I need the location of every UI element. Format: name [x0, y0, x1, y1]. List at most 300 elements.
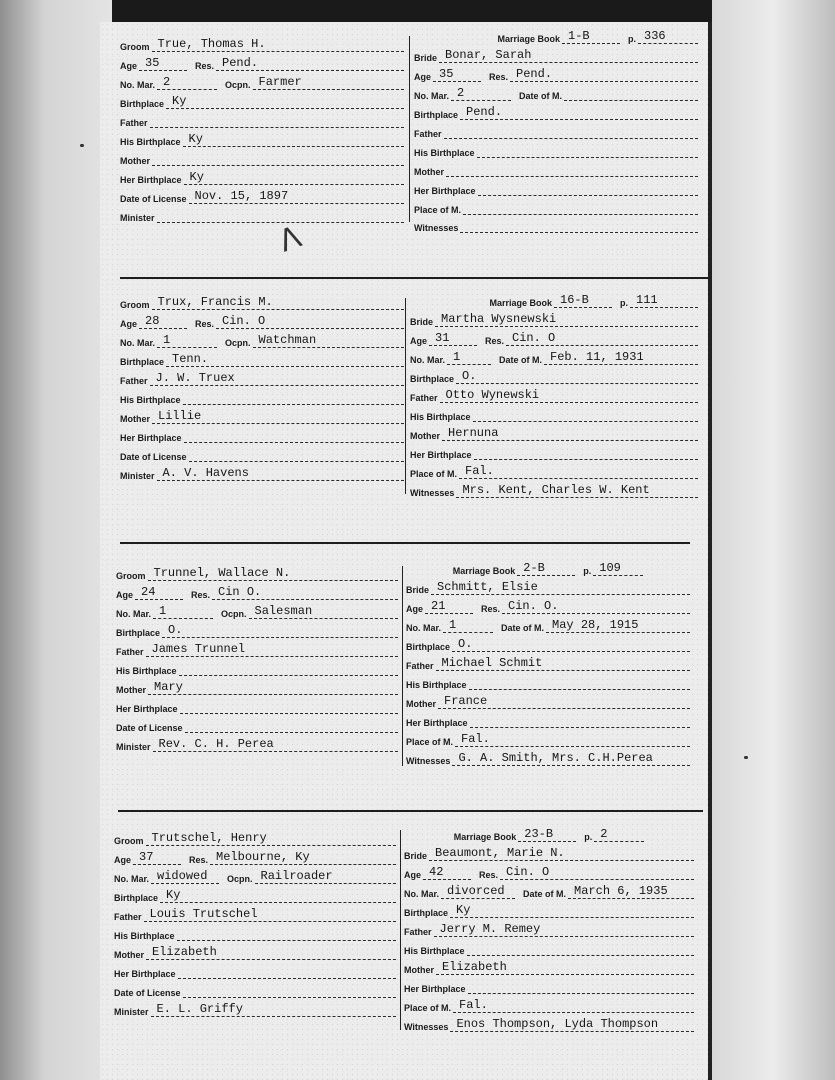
bride-res: Cin. O. [502, 600, 690, 614]
witnesses-label: Witnesses [410, 488, 455, 498]
age-label: Age [406, 604, 424, 614]
his-birthplace-label: His Birthplace [406, 680, 467, 690]
bride-birthplace: Pend. [460, 106, 698, 120]
bride-his-birthplace [477, 144, 698, 158]
age-res-row [120, 315, 404, 329]
res-label: Res. [485, 336, 505, 346]
father-row [120, 372, 404, 386]
age-label: Age [120, 61, 138, 71]
groom-ocpn: Railroader [255, 870, 396, 884]
date-of-license-label: Date of License [120, 452, 187, 462]
license-row [114, 984, 396, 998]
date-of-license-label: Date of License [116, 723, 183, 733]
groom-date-of-license: Nov. 15, 1897 [189, 190, 404, 204]
no-mar-label: No. Mar. [120, 338, 156, 348]
bride-mar-date-row [404, 885, 694, 899]
license-row [120, 448, 404, 462]
groom-his-birthplace [179, 662, 398, 676]
date-of-m-label: Date of M. [499, 355, 543, 365]
mar-ocpn-row [116, 605, 398, 619]
minister-row [114, 1003, 396, 1017]
groom-mother: Elizabeth [146, 946, 396, 960]
page-label: p. [583, 566, 592, 576]
his-birthplace-label: His Birthplace [404, 946, 465, 956]
mother-row [120, 410, 404, 424]
his-birthplace-label: His Birthplace [114, 931, 175, 941]
mother-row [116, 681, 398, 695]
res-label: Res. [195, 61, 215, 71]
father-label: Father [116, 647, 144, 657]
mar-ocpn-row [120, 76, 404, 90]
bride-age: 21 [425, 600, 473, 614]
marriage-book-label: Marriage Book [489, 298, 552, 308]
ocpn-label: Ocpn. [225, 80, 251, 90]
bride-mar-date-row [410, 351, 698, 365]
birthplace-row [116, 624, 398, 638]
groom-label: Groom [116, 571, 146, 581]
bride-birthplace: Ky [450, 904, 694, 918]
groom-res: Melbourne, Ky [210, 851, 396, 865]
minister-label: Minister [116, 742, 151, 752]
bride-place-row [404, 999, 694, 1013]
column-divider [405, 298, 406, 494]
bride-place-row [406, 733, 690, 747]
birthplace-label: Birthplace [120, 357, 165, 367]
father-label: Father [414, 129, 442, 139]
bride-name-row [414, 49, 698, 63]
scan-left-margin [0, 0, 112, 1080]
bride-father-row [404, 923, 694, 937]
place-of-m-label: Place of M. [404, 1003, 452, 1013]
his-birthplace-row [116, 662, 398, 676]
bride-her-birthplace-row [406, 714, 690, 728]
bride-his-birthplace [469, 676, 690, 690]
groom-age: 24 [135, 586, 183, 600]
birthplace-row [114, 889, 396, 903]
groom-age: 28 [139, 315, 187, 329]
minister-label: Minister [120, 213, 155, 223]
license-row [116, 719, 398, 733]
place-of-m-label: Place of M. [406, 737, 454, 747]
bride-birthplace-row [404, 904, 694, 918]
groom-her-birthplace [184, 429, 404, 443]
groom-his-birthplace: Ky [183, 133, 404, 147]
bride-her-birthplace [468, 980, 694, 994]
bride-age-res-row [404, 866, 694, 880]
bride-birthplace-row [406, 638, 690, 652]
father-label: Father [406, 661, 434, 671]
bride-res: Cin. O [506, 332, 698, 346]
bride-date-of-m: Feb. 11, 1931 [544, 351, 698, 365]
groom-birthplace: Ky [166, 95, 404, 109]
groom-res: Cin O. [212, 586, 398, 600]
bride-father: Jerry M. Remey [434, 923, 694, 937]
bride-mother-row [414, 163, 698, 177]
birthplace-label: Birthplace [120, 99, 165, 109]
marriage-book-label: Marriage Book [452, 566, 516, 576]
groom-father: Louis Trutschel [144, 908, 396, 922]
bride-his-birthplace-row [406, 676, 690, 690]
mother-label: Mother [414, 167, 444, 177]
bride-father-row [414, 125, 698, 139]
groom-her-birthplace: Ky [184, 171, 404, 185]
bride-date-of-m: May 28, 1915 [546, 619, 690, 633]
groom-name: Trux, Francis M. [152, 296, 404, 310]
column-divider [409, 36, 410, 222]
groom-ocpn: Farmer [253, 76, 404, 90]
bride-mar-date-row [406, 619, 690, 633]
her-birthplace-row [120, 429, 404, 443]
birthplace-label: Birthplace [404, 908, 449, 918]
her-birthplace-row [116, 700, 398, 714]
mother-label: Mother [404, 965, 434, 975]
groom-father: James Trunnel [146, 643, 398, 657]
bride-place-of-m: Fal. [453, 999, 694, 1013]
her-birthplace-label: Her Birthplace [116, 704, 178, 714]
bride-name: Schmitt, Elsie [431, 581, 690, 595]
bride-label: Bride [410, 317, 434, 327]
bride-mother: Hernuna [442, 427, 698, 441]
place-of-m-label: Place of M. [414, 205, 462, 215]
no-mar-label: No. Mar. [404, 889, 440, 899]
his-birthplace-label: His Birthplace [116, 666, 177, 676]
marriage-book-row [406, 562, 690, 576]
her-birthplace-label: Her Birthplace [406, 718, 468, 728]
bride-date-of-m: March 6, 1935 [568, 885, 694, 899]
bride-birthplace: O. [452, 638, 690, 652]
minister-label: Minister [120, 471, 155, 481]
no-mar-label: No. Mar. [116, 609, 152, 619]
minister-label: Minister [114, 1007, 149, 1017]
res-label: Res. [481, 604, 501, 614]
place-of-m-label: Place of M. [410, 469, 458, 479]
groom-name-row [116, 567, 398, 581]
bride-name-row [410, 313, 698, 327]
age-label: Age [114, 855, 132, 865]
marriage-book-label: Marriage Book [453, 832, 517, 842]
birthplace-label: Birthplace [116, 628, 161, 638]
her-birthplace-label: Her Birthplace [410, 450, 472, 460]
marriage-book-page: 336 [638, 30, 698, 44]
bride-place-of-m: Fal. [455, 733, 690, 747]
marriage-book-page: 111 [630, 294, 698, 308]
bride-mother-row [406, 695, 690, 709]
age-res-row [116, 586, 398, 600]
groom-birthplace: Ky [160, 889, 396, 903]
bride-place-row [410, 465, 698, 479]
groom-mother: Lillie [152, 410, 404, 424]
mother-row [120, 152, 404, 166]
groom-column-3 [116, 567, 398, 757]
bride-his-birthplace-row [404, 942, 694, 956]
mother-label: Mother [120, 414, 150, 424]
father-label: Father [120, 376, 148, 386]
groom-res: Pend. [216, 57, 404, 71]
pencil-check-mark: ᐱ [274, 220, 306, 259]
bride-witnesses [460, 219, 698, 233]
age-res-row [114, 851, 396, 865]
marriage-book-page: 109 [593, 562, 643, 576]
no-mar-label: No. Mar. [114, 874, 150, 884]
res-label: Res. [479, 870, 499, 880]
groom-birthplace: O. [162, 624, 398, 638]
his-birthplace-label: His Birthplace [414, 148, 475, 158]
her-birthplace-label: Her Birthplace [414, 186, 476, 196]
mother-label: Mother [114, 950, 144, 960]
bride-no-mar: 2 [451, 87, 511, 101]
bride-her-birthplace [470, 714, 690, 728]
bride-witnesses-row [406, 752, 690, 766]
date-of-m-label: Date of M. [501, 623, 545, 633]
bride-her-birthplace-row [404, 980, 694, 994]
groom-minister [157, 209, 404, 223]
no-mar-label: No. Mar. [414, 91, 450, 101]
bride-father: Otto Wynewski [440, 389, 698, 403]
groom-age: 35 [139, 57, 187, 71]
groom-name-row [120, 296, 404, 310]
groom-label: Groom [120, 42, 150, 52]
his-birthplace-label: His Birthplace [120, 395, 181, 405]
no-mar-label: No. Mar. [410, 355, 446, 365]
minister-row [120, 467, 404, 481]
bride-column-1 [414, 29, 698, 233]
bride-birthplace-row [414, 106, 698, 120]
his-birthplace-label: His Birthplace [410, 412, 471, 422]
mother-label: Mother [116, 685, 146, 695]
marriage-book-row [414, 30, 698, 44]
bride-mother: Elizabeth [436, 961, 694, 975]
bride-mother: France [438, 695, 690, 709]
bride-name: Beaumont, Marie N. [429, 847, 694, 861]
birthplace-row [120, 95, 404, 109]
groom-label: Groom [114, 836, 144, 846]
groom-minister: A. V. Havens [157, 467, 404, 481]
bride-his-birthplace-row [410, 408, 698, 422]
father-row [116, 643, 398, 657]
bride-name-row [404, 847, 694, 861]
bride-res: Pend. [510, 68, 698, 82]
groom-minister: E. L. Griffy [151, 1003, 396, 1017]
mother-label: Mother [410, 431, 440, 441]
page-right-edge [708, 22, 712, 1080]
bride-mar-date-row [414, 87, 698, 101]
her-birthplace-row [120, 171, 404, 185]
no-mar-label: No. Mar. [120, 80, 156, 90]
bride-father [444, 125, 698, 139]
father-row [120, 114, 404, 128]
age-label: Age [414, 72, 432, 82]
bride-place-of-m [463, 201, 698, 215]
birthplace-row [120, 353, 404, 367]
father-label: Father [410, 393, 438, 403]
column-divider [402, 566, 403, 766]
groom-label: Groom [120, 300, 150, 310]
groom-father [150, 114, 404, 128]
bride-mother-row [410, 427, 698, 441]
groom-name: True, Thomas H. [152, 38, 404, 52]
birthplace-label: Birthplace [406, 642, 451, 652]
bride-place-row [414, 201, 698, 215]
mar-ocpn-row [114, 870, 396, 884]
bride-witnesses: Mrs. Kent, Charles W. Kent [456, 484, 698, 498]
bride-res: Cin. O [500, 866, 694, 880]
page-label: p. [628, 34, 636, 44]
bride-column-2 [410, 293, 698, 498]
ocpn-label: Ocpn. [221, 609, 247, 619]
his-birthplace-row [114, 927, 396, 941]
his-birthplace-row [120, 391, 404, 405]
bride-mother-row [404, 961, 694, 975]
groom-date-of-license [189, 448, 404, 462]
scan-top-border [0, 0, 835, 24]
bride-witnesses-row [404, 1018, 694, 1032]
witnesses-label: Witnesses [404, 1022, 449, 1032]
marriage-book-row [410, 294, 698, 308]
bride-witnesses-row [414, 219, 698, 233]
marriage-book-row [404, 828, 694, 842]
bride-name-row [406, 581, 690, 595]
res-label: Res. [489, 72, 509, 82]
license-row [120, 190, 404, 204]
groom-date-of-license [183, 984, 396, 998]
age-res-row [120, 57, 404, 71]
margin-speck [80, 144, 84, 147]
res-label: Res. [195, 319, 215, 329]
marriage-book-number: 16-B [554, 294, 612, 308]
page-label: p. [620, 298, 628, 308]
marriage-book-page: 2 [594, 828, 644, 842]
mother-label: Mother [120, 156, 150, 166]
res-label: Res. [189, 855, 209, 865]
groom-no-mar: widowed [151, 870, 219, 884]
groom-column-2 [120, 296, 404, 486]
groom-father: J. W. Truex [150, 372, 404, 386]
bride-age: 42 [423, 866, 471, 880]
bride-his-birthplace-row [414, 144, 698, 158]
groom-ocpn: Watchman [253, 334, 404, 348]
record-card-page [100, 22, 712, 1080]
groom-column-4 [114, 832, 396, 1022]
groom-no-mar: 1 [153, 605, 213, 619]
ocpn-label: Ocpn. [227, 874, 253, 884]
marriage-book-label: Marriage Book [497, 34, 560, 44]
bride-his-birthplace [467, 942, 694, 956]
witnesses-label: Witnesses [414, 223, 459, 233]
her-birthplace-label: Her Birthplace [120, 433, 182, 443]
groom-date-of-license [185, 719, 398, 733]
her-birthplace-label: Her Birthplace [120, 175, 182, 185]
groom-minister: Rev. C. H. Perea [153, 738, 398, 752]
no-mar-label: No. Mar. [406, 623, 442, 633]
bride-label: Bride [414, 53, 438, 63]
marriage-book-number: 1-B [562, 30, 620, 44]
record-separator [120, 542, 690, 544]
res-label: Res. [191, 590, 211, 600]
page-label: p. [584, 832, 593, 842]
bride-mother [446, 163, 698, 177]
groom-name-row [120, 38, 404, 52]
bride-father-row [406, 657, 690, 671]
groom-age: 37 [133, 851, 181, 865]
bride-name: Bonar, Sarah [439, 49, 698, 63]
birthplace-label: Birthplace [114, 893, 159, 903]
groom-birthplace: Tenn. [166, 353, 404, 367]
date-of-license-label: Date of License [120, 194, 187, 204]
bride-age-res-row [414, 68, 698, 82]
his-birthplace-label: His Birthplace [120, 137, 181, 147]
bride-her-birthplace [478, 182, 698, 196]
groom-name-row [114, 832, 396, 846]
groom-her-birthplace [178, 965, 396, 979]
marriage-book-number: 23-B [518, 828, 576, 842]
bride-no-mar: divorced [441, 885, 515, 899]
age-label: Age [410, 336, 428, 346]
groom-mother: Mary [148, 681, 398, 695]
margin-speck [744, 756, 748, 759]
bride-age: 35 [433, 68, 481, 82]
bride-father-row [410, 389, 698, 403]
bride-place-of-m: Fal. [459, 465, 698, 479]
groom-no-mar: 1 [157, 334, 217, 348]
birthplace-label: Birthplace [410, 374, 455, 384]
record-separator [118, 810, 703, 812]
bride-date-of-m [564, 87, 698, 101]
bride-his-birthplace [473, 408, 698, 422]
bride-witnesses: Enos Thompson, Lyda Thompson [450, 1018, 694, 1032]
her-birthplace-label: Her Birthplace [404, 984, 466, 994]
groom-his-birthplace [183, 391, 404, 405]
bride-label: Bride [406, 585, 430, 595]
bride-witnesses-row [410, 484, 698, 498]
minister-row [120, 209, 404, 223]
father-label: Father [114, 912, 142, 922]
her-birthplace-row [114, 965, 396, 979]
groom-name: Trunnel, Wallace N. [148, 567, 398, 581]
column-divider [400, 830, 401, 1030]
father-label: Father [120, 118, 148, 128]
mother-row [114, 946, 396, 960]
bride-father: Michael Schmit [436, 657, 690, 671]
record-separator [120, 277, 708, 279]
groom-no-mar: 2 [157, 76, 217, 90]
bride-age-res-row [406, 600, 690, 614]
bride-age-res-row [410, 332, 698, 346]
groom-column-1 [120, 38, 404, 228]
bride-birthplace: O. [456, 370, 698, 384]
bride-birthplace-row [410, 370, 698, 384]
date-of-m-label: Date of M. [523, 889, 567, 899]
bride-no-mar: 1 [443, 619, 493, 633]
mar-ocpn-row [120, 334, 404, 348]
date-of-m-label: Date of M. [519, 91, 563, 101]
groom-his-birthplace [177, 927, 396, 941]
bride-name: Martha Wysnewski [435, 313, 698, 327]
bride-witnesses: G. A. Smith, Mrs. C.H.Perea [452, 752, 690, 766]
birthplace-label: Birthplace [414, 110, 459, 120]
bride-label: Bride [404, 851, 428, 861]
groom-mother [152, 152, 404, 166]
witnesses-label: Witnesses [406, 756, 451, 766]
father-label: Father [404, 927, 432, 937]
groom-ocpn: Salesman [249, 605, 398, 619]
bride-age: 31 [429, 332, 477, 346]
scan-right-margin [712, 0, 835, 1080]
mother-label: Mother [406, 699, 436, 709]
his-birthplace-row [120, 133, 404, 147]
groom-her-birthplace [180, 700, 398, 714]
bride-no-mar: 1 [447, 351, 491, 365]
bride-column-3 [406, 562, 690, 772]
